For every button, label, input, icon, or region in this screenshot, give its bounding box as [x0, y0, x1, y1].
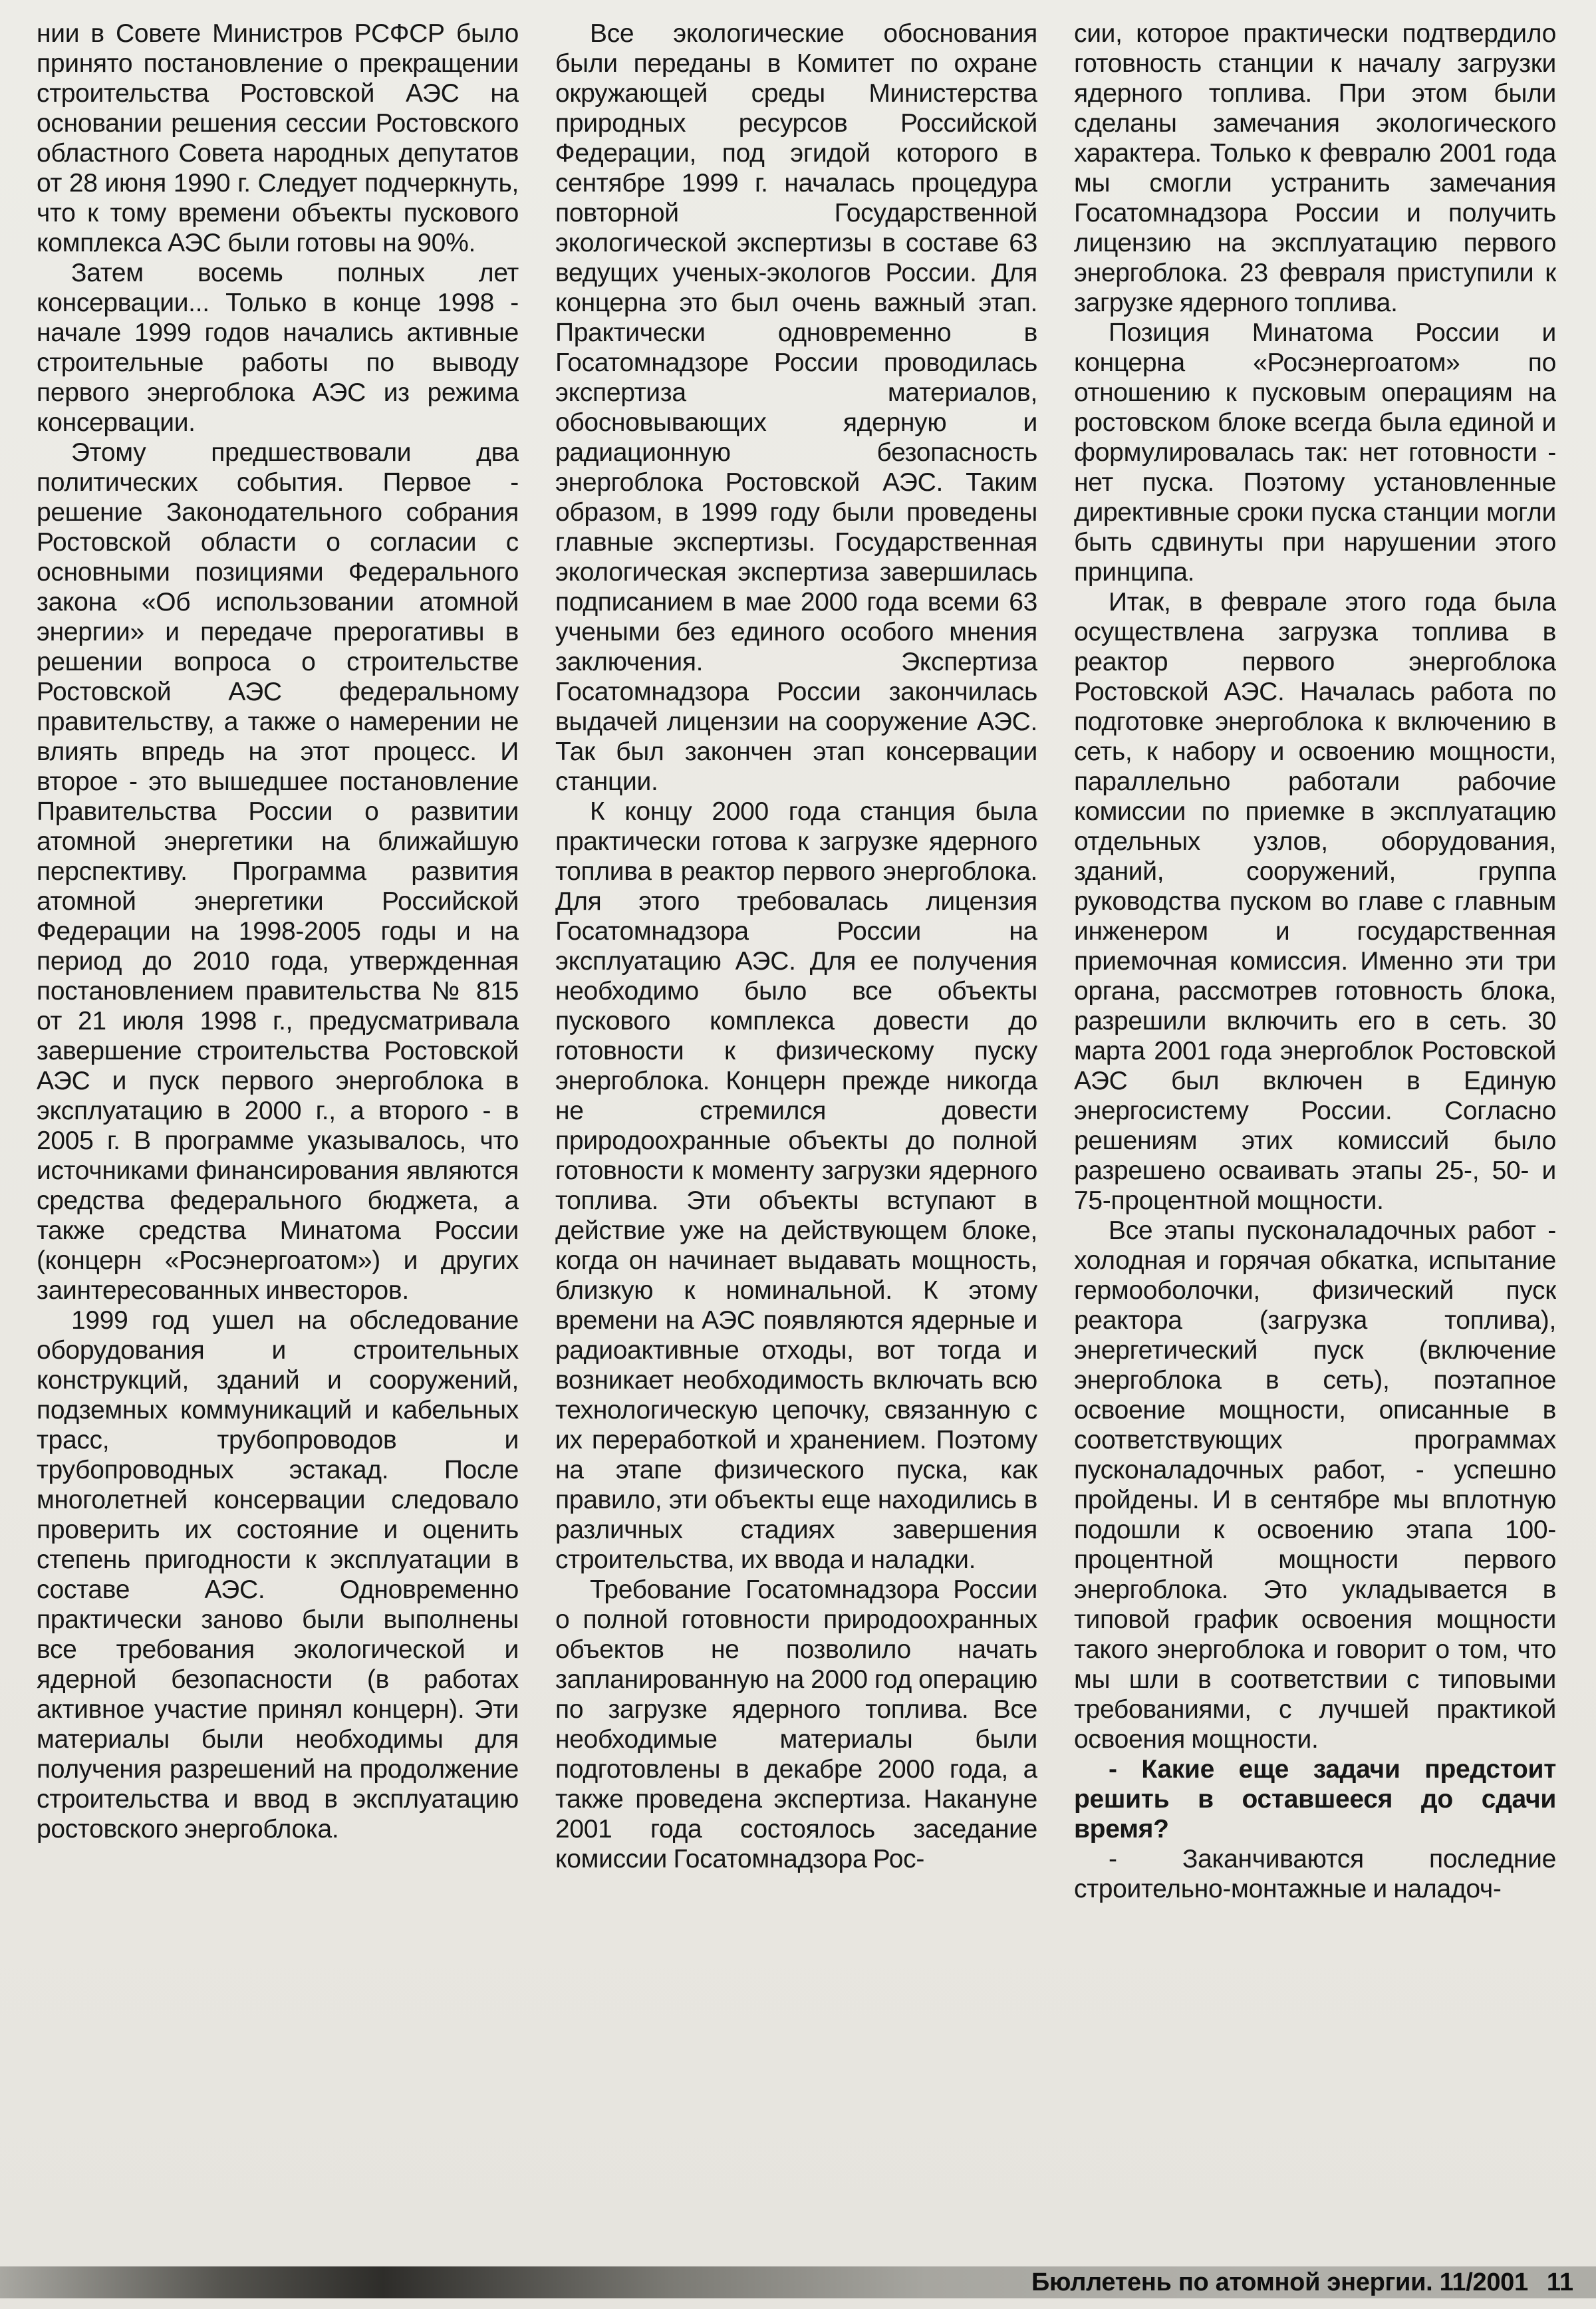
text-column-3 — [1074, 19, 1556, 2233]
paragraph: Итак, в феврале этого года была осуществлена загрузка топлива в реактор первого энергоблока Ростовской АЭС. Началась работа по подготовке энергоблока к включению в сеть, к набору и освоению мощности, параллельно работали рабочие комиссии по приемке в эксплуатацию отдельных узлов, оборудования, зданий, сооружений, группа руководства пуском во главе с главным инженером и государственная приемочная комиссия. Именно эти три органа, рассмотрев готовность блока, разрешили включить его в сеть. 30 марта 2001 года энергоблок Ростовской АЭС был включен в Единую энергосистему России. Согласно решениям этих комиссий было разрешено осваивать этапы 25-, 50- и 75-процентной мощности. — [1074, 588, 1556, 1215]
paragraph: нии в Совете Министров РСФСР было принято постановление о прекращении строительства Ростовской АЭС на основании решения сессии Ростовского областного Совета народных депутатов от 28 июня 1990 г. Следует подчеркнуть, что к тому времени объекты пускового комплекса АЭС были готовы на 90%. — [37, 19, 519, 257]
paragraph: Все экологические обоснования были переданы в Комитет по охране окружающей среды Министерства природных ресурсов Российской Федерации, под эгидой которого в сентябре 1999 г. началась процедура повторной Государственной экологической экспертизы в составе 63 ведущих ученых-экологов России. Для концерна это был очень важный этап. Практически одновременно в Госатомнадзоре России проводилась экспертиза материалов, обосновывающих ядерную и радиационную безопасность энергоблока Ростовской АЭС. Таким образом, в 1999 году были проведены главные экспертизы. Государственная экологическая экспертиза завершилась подписанием в мае 2000 года всеми 63 учеными без единого особого мнения заключения. Экспертиза Госатомнадзора России закончилась выдачей лицензии на сооружение АЭС. Так был закончен этап консервации станции. — [555, 19, 1037, 796]
footer-journal-title: Бюллетень по атомной энергии. 11/2001 — [1031, 2268, 1528, 2296]
article-body — [37, 19, 1556, 2233]
paragraph: Затем восемь полных лет консервации... Только в конце 1998 - начале 1999 годов начались активные строительные работы по выводу первого энергоблока АЭС из режима консервации. — [37, 259, 519, 437]
paragraph: сии, которое практически подтвердило готовность станции к началу загрузки ядерного топлива. При этом были сделаны замечания экологического характера. Только к февралю 2001 года мы смогли устранить замечания Госатомнадзора России и получить лицензию на эксплуатацию первого энергоблока. 23 февраля приступили к загрузке ядерного топлива. — [1074, 19, 1556, 317]
footer-page-number: 11 — [1546, 2268, 1573, 2296]
paragraph: Все этапы пусконаладочных работ - холодная и горячая обкатка, испытание гермооболочки, физический пуск реактора (загрузка топлива), энергетический пуск (включение энергоблока в сеть), поэтапное освоение мощности, описанные в соответствующих программах пусконаладочных работ, - успешно пройдены. И в сентябре мы вплотную подошли к освоению этапа 100-процентной мощности первого энергоблока. Это укладывается в типовой график освоения мощности такого энергоблока и говорит о том, что мы шли в соответствии с типовыми требованиями, с лучшей практикой освоения мощности. — [1074, 1216, 1556, 1754]
paragraph: - Заканчиваются последние строительно-монтажные и наладоч- — [1074, 1845, 1556, 1903]
paragraph: Этому предшествовали два политических события. Первое - решение Законодательного собрания Ростовской области о согласии с основными позициями Федерального закона «Об использовании атомной энергии» и передаче прерогативы в решении вопроса о строительстве Ростовской АЭС федеральному правительству, а также о намерении не влиять впредь на этот процесс. И второе - это вышедшее постановление Правительства России о развитии атомной энергетики на ближайшую перспективу. Программа развития атомной энергетики Российской Федерации на 1998-2005 годы и на период до 2010 года, утвержденная постановлением правительства № 815 от 21 июля 1998 г., предусматривала завершение строительства Ростовской АЭС и пуск первого энергоблока в эксплуатацию в 2000 г., а второго - в 2005 г. В программе указывалось, что источниками финансирования являются средства федерального бюджета, а также средства Минатома России (концерн «Росэнергоатом») и других заинтересованных инвесторов. — [37, 438, 519, 1305]
paragraph: Позиция Минатома России и концерна «Росэнергоатом» по отношению к пусковым операциям на ростовском блоке всегда была единой и формулировалась так: нет готовности - нет пуска. Поэтому установленные директивные сроки пуска станции могли быть сдвинуты при нарушении этого принципа. — [1074, 319, 1556, 587]
text-column-1 — [37, 19, 519, 2233]
footer-gradient-bar — [0, 2266, 1596, 2298]
text-column-2 — [555, 19, 1037, 2233]
paragraph: 1999 год ушел на обследование оборудования и строительных конструкций, зданий и сооружений, подземных коммуникаций и кабельных трасс, трубопроводов и трубопроводных эстакад. После многолетней консервации следовало проверить их состояние и оценить степень пригодности к эксплуатации в составе АЭС. Одновременно практически заново были выполнены все требования экологической и ядерной безопасности (в работах активное участие принял концерн). Эти материалы были необходимы для получения разрешений на продолжение строительства и ввод в эксплуатацию ростовского энергоблока. — [37, 1306, 519, 1843]
paragraph: - Какие еще задачи предстоит решить в оставшееся до сдачи время? — [1074, 1755, 1556, 1843]
paragraph: К концу 2000 года станция была практически готова к загрузке ядерного топлива в реактор первого энергоблока. Для этого требовалась лицензия Госатомнадзора России на эксплуатацию АЭС. Для ее получения необходимо было все объекты пускового комплекса довести до готовности к физическому пуску энергоблока. Концерн прежде никогда не стремился довести природоохранные объекты до полной готовности к моменту загрузки ядерного топлива. Эти объекты вступают в действие уже на действующем блоке, когда он начинает выдавать мощность, близкую к номинальной. К этому времени на АЭС появляются ядерные и радиоактивные отходы, вот тогда и возникает необходимость включать всю технологическую цепочку, связанную с их переработкой и хранением. Поэтому на этапе физического пуска, как правило, эти объекты еще находились в различных стадиях завершения строительства, их ввода и наладки. — [555, 797, 1037, 1574]
paragraph: Требование Госатомнадзора России о полной готовности природоохранных объектов не позволило начать запланированную на 2000 год операцию по загрузке ядерного топлива. Все необходимые материалы были подготовлены в декабре 2000 года, а также проведена экспертиза. Накануне 2001 года состоялось заседание комиссии Госатомнадзора Рос- — [555, 1575, 1037, 1873]
